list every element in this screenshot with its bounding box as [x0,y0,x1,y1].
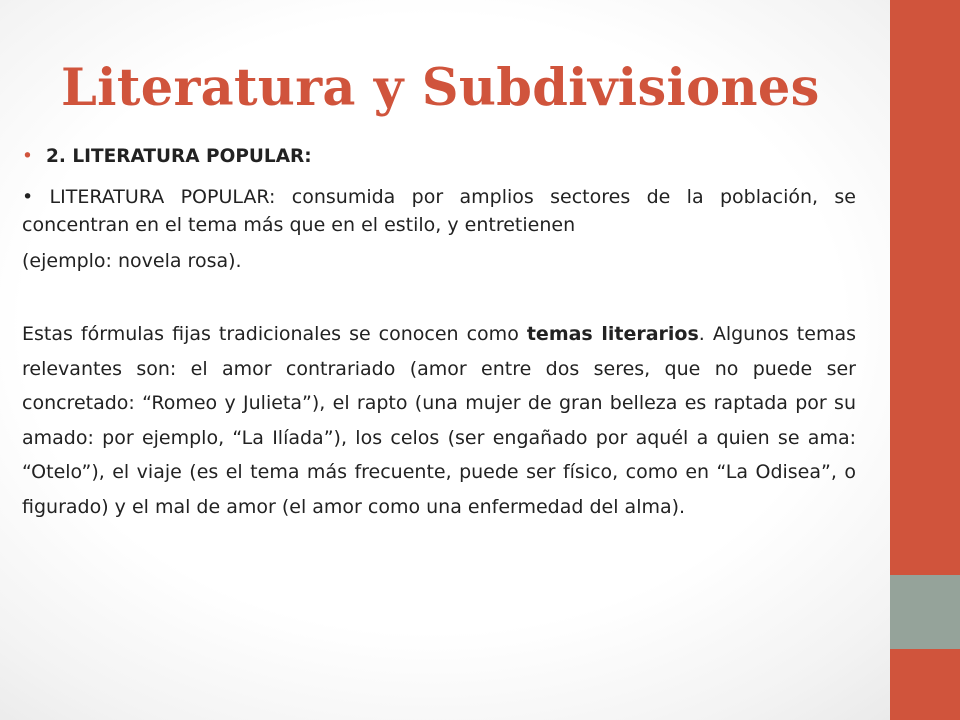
body-text-part1: Estas fórmulas fijas tradicionales se conocen como [22,323,527,345]
definition-paragraph: • LITERATURA POPULAR: consumida por amplios sectores de la población, se concentran en el tema más que en el estilo, y entretienen [22,186,856,236]
body-text-part2: . Algunos temas relevantes son: el amor contrariado (amor entre dos seres, que no puede ser concretado: “Romeo y Julieta”), el rapto (una mujer de gran belleza es raptada por su amado: por ejemplo, “La Ilíada”), los celos (ser engañado por aquél a quien se ama: “Otelo”), el viaje (es el tema más frecuente, puede ser físico, como en “La Odisea”, o figurado) y el mal de amor (el amor como una enfermedad del alma). [22,323,856,518]
sidebar-band-middle [890,575,960,649]
body-bold-term: temas literarios [526,323,699,345]
bullet-marker: • [22,146,33,167]
example-line: (ejemplo: novela rosa). [22,250,242,272]
paragraph-spacer [22,275,856,317]
sidebar-accent-top [890,0,960,575]
slide-title: Literatura y Subdivisiones [61,58,820,118]
decorative-sidebar [890,0,960,720]
section-heading-bullet [22,137,856,177]
slide-content [22,137,856,525]
sidebar-accent-bottom [890,649,960,720]
body-paragraph [22,317,856,525]
section-heading-text: 2. LITERATURA POPULAR: [46,146,312,167]
